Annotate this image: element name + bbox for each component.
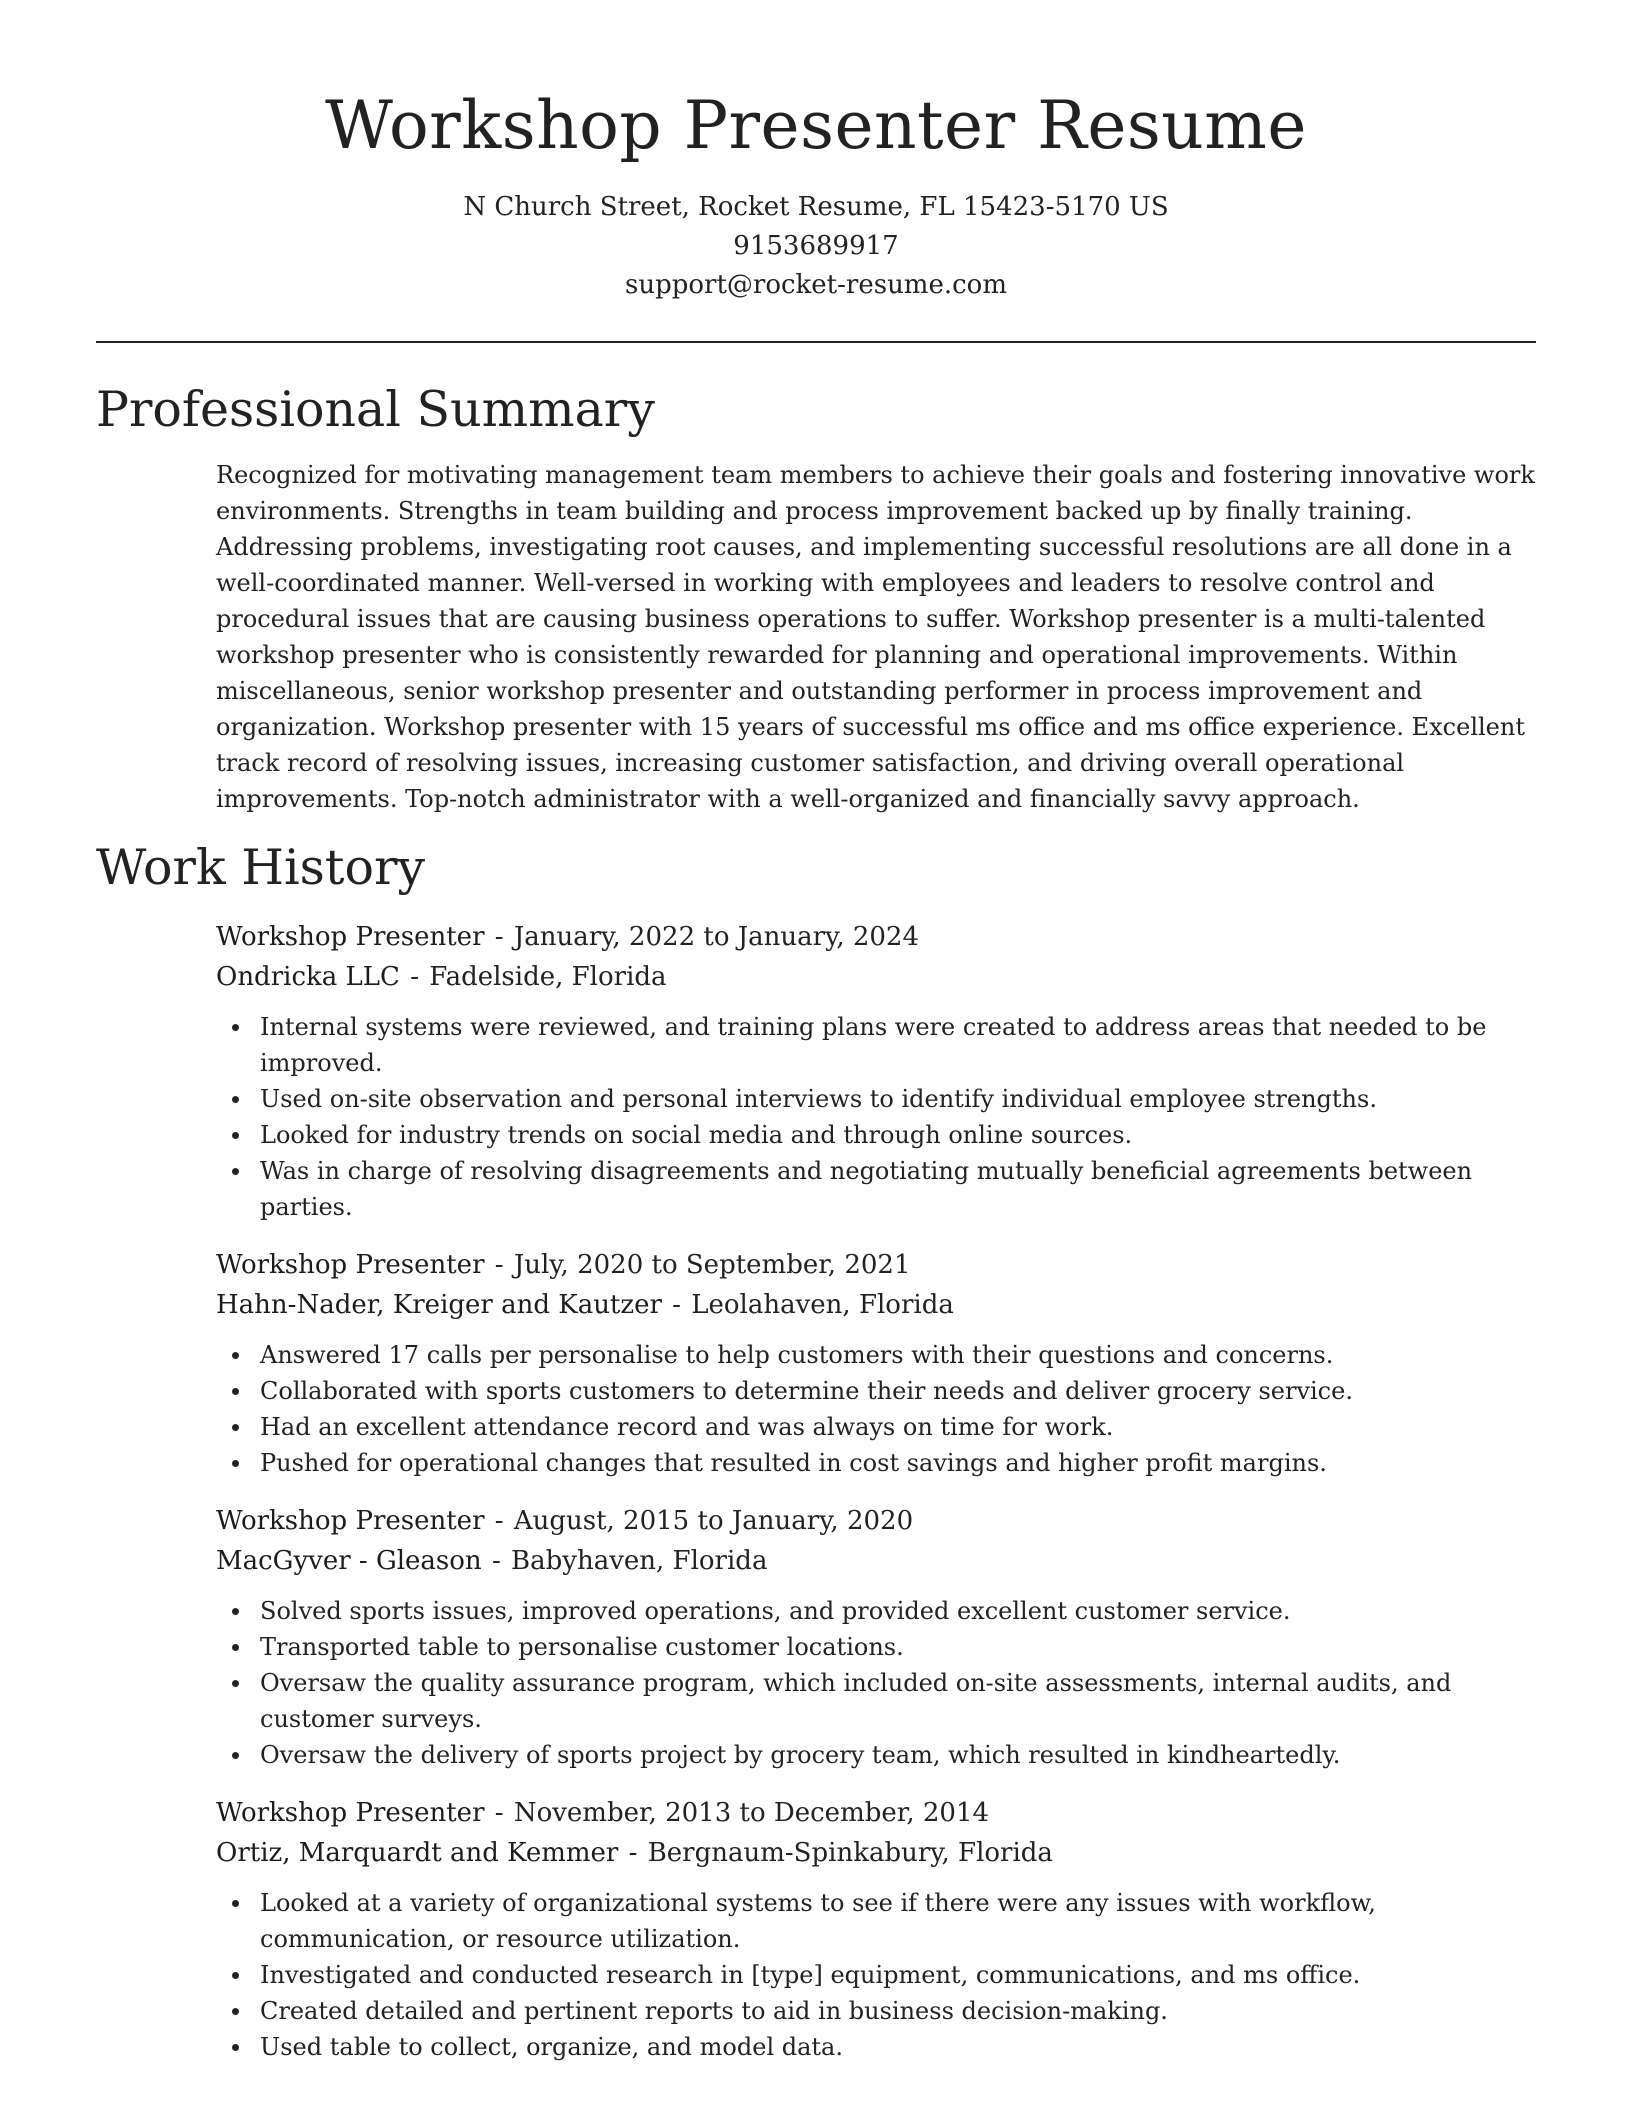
job-bullet [216, 1373, 1536, 1409]
job-separator: - [494, 1798, 504, 1828]
job-bullet [216, 1153, 1536, 1225]
bullet-text: Looked for industry trends on social media and through online sources. [260, 1121, 1133, 1149]
bullet-dot-icon [232, 2044, 239, 2051]
bullet-text: Oversaw the quality assurance program, which included on-site assessments, internal audits, and customer surveys. [260, 1669, 1452, 1733]
bullet-text: Had an excellent attendance record and was always on time for work. [260, 1413, 1114, 1441]
job-bullet [216, 1737, 1536, 1773]
job-title-line [216, 1245, 1536, 1285]
job-separator: - [672, 1290, 681, 1320]
job-separator: - [494, 1250, 504, 1280]
job-bullet [216, 2029, 1536, 2065]
job-bullet [216, 1665, 1536, 1737]
job-separator: - [494, 1506, 504, 1536]
job-bullet [216, 1629, 1536, 1665]
bullet-text: Collaborated with sports customers to determine their needs and deliver grocery service. [260, 1377, 1353, 1405]
resume-title: Workshop Presenter Resume [325, 87, 1307, 164]
job-bullet [216, 1117, 1536, 1153]
job-bullet [216, 1337, 1536, 1373]
job-bullet [216, 1593, 1536, 1629]
bullet-dot-icon [232, 1168, 239, 1175]
bullet-dot-icon [232, 1460, 239, 1467]
bullet-text: Answered 17 calls per personalise to help customers with their questions and concerns. [260, 1341, 1334, 1369]
job-entry [216, 1245, 1536, 1481]
job-location: Fadelside, Florida [429, 962, 667, 992]
job-bullets [216, 1885, 1536, 2065]
job-bullet [216, 1009, 1536, 1081]
job-title: Workshop Presenter [216, 1250, 485, 1280]
bullet-dot-icon [232, 1424, 239, 1431]
bullet-dot-icon [232, 2008, 239, 2015]
job-company-line [216, 957, 1536, 997]
job-separator: - [628, 1838, 638, 1868]
job-dates: August, 2015 to January, 2020 [513, 1506, 914, 1536]
bullet-dot-icon [232, 1352, 239, 1359]
summary-paragraph: Recognized for motivating management team members to achieve their goals and fostering innovative work environments. Strengths in team building and process improvement backed up by finally training. Addressing problems, investigating root causes, and implementing successful resolutions are all done in a well-coordinated manner. Well-versed in working with employees and leaders to resolve control and procedural issues that are causing business operations to suffer. Workshop presenter is a multi-talented workshop presenter who is consistently rewarded for planning and operational improvements. Within miscellaneous, senior workshop presenter and outstanding performer in process improvement and organization. Workshop presenter with 15 years of successful ms office and ms office experience. Excellent track record of resolving issues, increasing customer satisfaction, and driving overall operational improvements. Top-notch administrator with a well-organized and financially savvy approach. [216, 461, 1535, 813]
job-bullets [216, 1009, 1536, 1225]
work-history-heading: Work History [96, 839, 426, 896]
email-text: support@rocket-resume.com [624, 270, 1007, 300]
summary-section [216, 457, 1536, 817]
bullet-dot-icon [232, 1388, 239, 1395]
job-title: Workshop Presenter [216, 922, 485, 952]
job-dates: January, 2022 to January, 2024 [513, 922, 920, 952]
job-company-line [216, 1541, 1536, 1581]
job-bullet [216, 1445, 1536, 1481]
work-history-section [216, 917, 1536, 2065]
bullet-text: Was in charge of resolving disagreements and negotiating mutually beneficial agreements between parties. [260, 1157, 1473, 1221]
bullet-text: Internal systems were reviewed, and training plans were created to address areas that needed to be improved. [260, 1013, 1487, 1077]
job-entry [216, 1793, 1536, 2065]
job-dates: July, 2020 to September, 2021 [513, 1250, 911, 1280]
resume-page [96, 0, 1536, 2065]
job-bullet [216, 1409, 1536, 1445]
resume-header [96, 0, 1536, 305]
bullet-text: Used table to collect, organize, and model data. [260, 2033, 843, 2061]
bullet-dot-icon [232, 1972, 239, 1979]
job-location: Babyhaven, Florida [511, 1546, 768, 1576]
job-location: Leolahaven, Florida [691, 1290, 954, 1320]
job-company: Hahn-Nader, Kreiger and Kautzer [216, 1290, 662, 1320]
bullet-text: Created detailed and pertinent reports to aid in business decision-making. [260, 1997, 1168, 2025]
job-company-line [216, 1833, 1536, 1873]
bullet-text: Investigated and conducted research in [type] equipment, communications, and ms office. [260, 1961, 1361, 1989]
job-company: Ortiz, Marquardt and Kemmer [216, 1838, 619, 1868]
bullet-text: Used on-site observation and personal interviews to identify individual employee strengths. [260, 1085, 1377, 1113]
job-entry [216, 917, 1536, 1225]
job-title-line [216, 917, 1536, 957]
summary-heading: Professional Summary [96, 381, 655, 438]
job-title: Workshop Presenter [216, 1798, 485, 1828]
bullet-dot-icon [232, 1900, 239, 1907]
bullet-dot-icon [232, 1608, 239, 1615]
bullet-text: Pushed for operational changes that resulted in cost savings and higher profit margins. [260, 1449, 1327, 1477]
job-bullets [216, 1593, 1536, 1773]
address-text: N Church Street, Rocket Resume, FL 15423-5170 US [463, 192, 1169, 222]
bullet-dot-icon [232, 1024, 239, 1031]
bullet-text: Transported table to personalise customer locations. [260, 1633, 904, 1661]
job-bullet [216, 1993, 1536, 2029]
phone-text: 9153689917 [733, 231, 899, 261]
bullet-text: Oversaw the delivery of sports project by grocery team, which resulted in kindheartedly. [260, 1741, 1341, 1769]
job-separator: - [491, 1546, 501, 1576]
job-title: Workshop Presenter [216, 1506, 485, 1536]
job-bullets [216, 1337, 1536, 1481]
job-bullet [216, 1885, 1536, 1957]
job-dates: November, 2013 to December, 2014 [513, 1798, 990, 1828]
job-location: Bergnaum-Spinkabury, Florida [647, 1838, 1053, 1868]
job-title-line [216, 1793, 1536, 1833]
bullet-dot-icon [232, 1644, 239, 1651]
job-company-line [216, 1285, 1536, 1325]
job-bullet [216, 1081, 1536, 1117]
header-divider [96, 341, 1536, 343]
job-title-line [216, 1501, 1536, 1541]
bullet-dot-icon [232, 1132, 239, 1139]
job-company: MacGyver - Gleason [216, 1546, 482, 1576]
job-bullet [216, 1957, 1536, 1993]
job-entry [216, 1501, 1536, 1773]
bullet-dot-icon [232, 1680, 239, 1687]
bullet-text: Looked at a variety of organizational systems to see if there were any issues with workflow, communication, or resource utilization. [260, 1889, 1376, 1953]
bullet-text: Solved sports issues, improved operations, and provided excellent customer service. [260, 1597, 1291, 1625]
bullet-dot-icon [232, 1752, 239, 1759]
job-company: Ondricka LLC [216, 962, 400, 992]
job-separator: - [494, 922, 504, 952]
job-separator: - [410, 962, 420, 992]
bullet-dot-icon [232, 1096, 239, 1103]
